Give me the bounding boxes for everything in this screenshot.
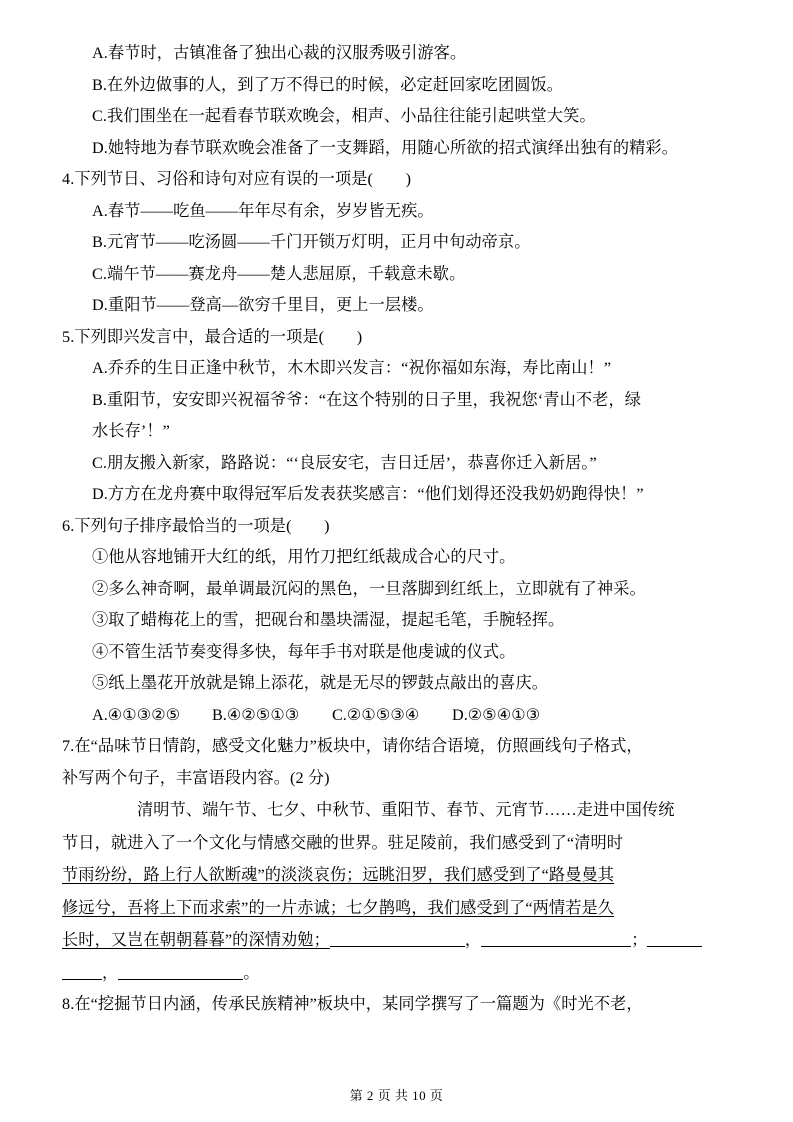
option-item: B.在外边做事的人，到了万不得已的时候，必定赶回家吃团圆饭。	[92, 75, 564, 94]
option-item: D.她特地为春节联欢晚会准备了一支舞蹈，用随心所欲的招式演绎出独有的精彩。	[92, 138, 678, 157]
option-item: B.重阳节，安安即兴祝福爷爷：“在这个特别的日子里，我祝您‘青山不老，绿	[92, 390, 642, 409]
question-stem-7-line2: 补写两个句子，丰富语段内容。(2 分)	[62, 768, 330, 787]
list-item: ②多么神奇啊，最单调最沉闷的黑色，一旦落脚到红纸上，立即就有了神采。	[92, 579, 646, 598]
answer-blank-3[interactable]	[647, 930, 702, 947]
option-item: D.重阳节——登高—欲穷千里目，更上一层楼。	[92, 296, 434, 314]
answer-blank-1[interactable]	[330, 930, 465, 947]
passage-line-underlined: 节雨纷纷，路上行人欲断魂”的淡淡哀伤；远眺汨罗，我们感受到了“路曼曼其	[62, 866, 615, 884]
option-item-cont: 水长存’！”	[92, 422, 170, 440]
answer-blank-5[interactable]	[118, 963, 243, 980]
question-stem-8: 8.在“挖掘节日内涵，传承民族精神”板块中，某同学撰写了一篇题为《时光不老，	[62, 995, 643, 1013]
passage-text-underlined: 长时，又岂在朝朝暮暮”的深情劝勉；	[62, 931, 330, 949]
option-item: B.元宵节——吃汤圆——千门开锁万灯明，正月中旬动帝京。	[92, 233, 531, 251]
answer-blank-4[interactable]	[62, 963, 102, 980]
option-item: C.端午节——赛龙舟——楚人悲屈原，千载意未歇。	[92, 264, 466, 283]
answer-option-d: D.②⑤④①③	[452, 705, 541, 724]
answer-option-a: A.④①③②⑤	[92, 705, 181, 724]
answer-options-row	[62, 700, 731, 732]
list-item: ①他从容地铺开大红的纸，用竹刀把红纸裁成合心的尺寸。	[92, 548, 516, 566]
option-item: D.方方在龙舟赛中取得冠军后发表获奖感言：“他们划得还没我奶奶跑得快！”	[92, 485, 644, 503]
passage-line-underlined: 修远兮，吾将上下而求索”的一片赤诚；七夕鹊鸣，我们感受到了“两情若是久	[62, 898, 615, 917]
question-stem-6: 6.下列句子排序最恰当的一项是( )	[62, 516, 330, 535]
page-footer: 第 2 页 共 10 页	[349, 1088, 444, 1103]
passage-line-with-blanks-2: ， 。	[62, 957, 731, 990]
passage-line: 节日，就进入了一个文化与情感交融的世界。驻足陵前，我们感受到了“清明时	[62, 833, 624, 852]
question-stem-7-line1: 7.在“品味节日情韵，感受文化魅力”板块中，请你结合语境，仿照画线句子格式，	[62, 737, 643, 755]
answer-blank-2[interactable]	[481, 930, 631, 947]
option-item: C.朋友搬入新家，路路说：“‘良辰安宅，吉日迁居’，恭喜你迁入新居。”	[92, 453, 597, 472]
option-item: A.乔乔的生日正逢中秋节，木木即兴发言：“祝你福如东海，寿比南山！”	[92, 359, 612, 377]
passage-line: 清明节、端午节、七夕、中秋节、重阳节、春节、元宵节……走进中国传统	[137, 801, 675, 819]
list-item: ③取了蜡梅花上的雪，把砚台和墨块濡湿，提起毛笔，手腕轻挥。	[92, 611, 565, 629]
list-item: ④不管生活节奏变得多快，每年手书对联是他虔诚的仪式。	[92, 642, 516, 661]
question-stem-4: 4.下列节日、习俗和诗句对应有误的一项是( )	[62, 170, 412, 188]
option-item: A.春节时，古镇准备了独出心裁的汉服秀吸引游客。	[92, 44, 467, 62]
option-item: A.春节——吃鱼——年年尽有余，岁岁皆无疾。	[92, 201, 434, 220]
passage-line-with-blanks: 长时，又岂在朝朝暮暮”的深情劝勉； ， ；	[62, 924, 731, 957]
answer-option-c: C.②①⑤③④	[332, 705, 420, 724]
option-item: C.我们围坐在一起看春节联欢晚会，相声、小品往往能引起哄堂大笑。	[92, 107, 596, 125]
answer-option-b: B.④②⑤①③	[212, 705, 300, 724]
list-item: ⑤纸上墨花开放就是锦上添花，就是无尽的锣鼓点敲出的喜庆。	[92, 674, 549, 692]
question-stem-5: 5.下列即兴发言中，最合适的一项是( )	[62, 327, 363, 346]
